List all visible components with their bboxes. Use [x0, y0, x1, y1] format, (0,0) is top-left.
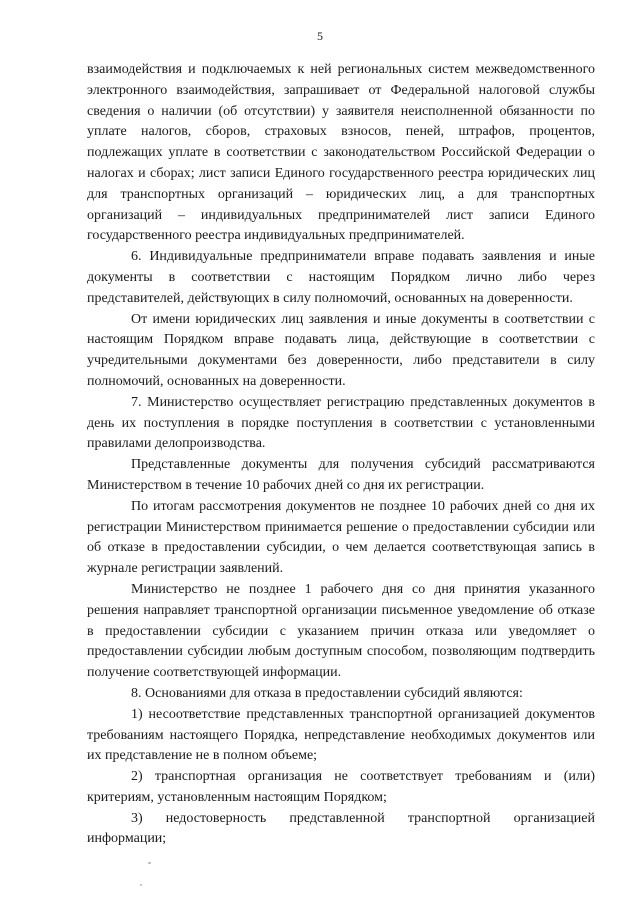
- scan-speck: [148, 862, 151, 864]
- paragraph-review-period: Представленные документы для получения субсидий рассматриваются Министерством в течение 10 рабочих дней со дня их регистрации.: [87, 457, 595, 493]
- list-item-3: 3) недостоверность представленной транспортной организацией информации;: [87, 810, 595, 847]
- document-body: [87, 60, 595, 850]
- paragraph-item-8: 8. Основаниями для отказа в предоставлении субсидий являются:: [131, 685, 523, 701]
- list-item-2: 2) транспортная организация не соответствует требованиям и (или) критериям, установленным настоящим Порядком;: [87, 769, 595, 805]
- paragraph-decision: По итогам рассмотрения документов не позднее 10 рабочих дней со дня их регистрации Министерством принимается решение о предоставлении субсидии или об отказе в предоставлении субсидии, о чем делается соответствующая запись в журнале регистрации заявлений.: [87, 498, 595, 577]
- list-item-1: 1) несоответствие представленных транспортной организацией документов требованиям настоящего Порядка, непредставление необходимых документов или их представление не в полном объеме;: [87, 706, 595, 764]
- paragraph-notification: Министерство не позднее 1 рабочего дня со дня принятия указанного решения направляет транспортной организации письменное уведомление об отказе в предоставлении субсидии с указанием причин отказа или уведомляет о предоставлении субсидии любым доступным способом, позволяющим подтвердить получение соответствующей информации.: [87, 581, 595, 681]
- paragraph-continuation: взаимодействия и подключаемых к ней региональных систем межведомственного электронного взаимодействия, запрашивает от Федеральной налоговой службы сведения о наличии (об отсутствии) у заявителя неисполненной обязанности по уплате налогов, сборов, страховых взносов, пеней, штрафов, процентов, подлежащих уплате в соответствии с законодательством Российской Федерации о налогах и сборах; лист записи Единого государственного реестра юридических лиц для транспортных организаций – юридических лиц, а для транспортных организаций – индивидуальных предпринимателей лист записи Единого государственного реестра индивидуальных предпринимателей.: [87, 62, 595, 244]
- page-number: 5: [317, 29, 323, 43]
- paragraph-item-6: 6. Индивидуальные предприниматели вправе подавать заявления и иные документы в соответствии с настоящим Порядком лично либо через представителей, действующих в силу полномочий, основанных на доверенности.: [87, 249, 595, 306]
- paragraph-item-7: 7. Министерство осуществляет регистрацию представленных документов в день их поступления в порядке поступления в соответствии с установленными правилами делопроизводства.: [87, 394, 595, 452]
- paragraph-legal-entities: От имени юридических лиц заявления и иные документы в соответствии с настоящим Порядком вправе подавать лица, действующие в соответствии с учредительными документами без доверенности, либо представители в силу полномочий, основанных на доверенности.: [87, 311, 595, 389]
- scan-speck: [140, 884, 142, 886]
